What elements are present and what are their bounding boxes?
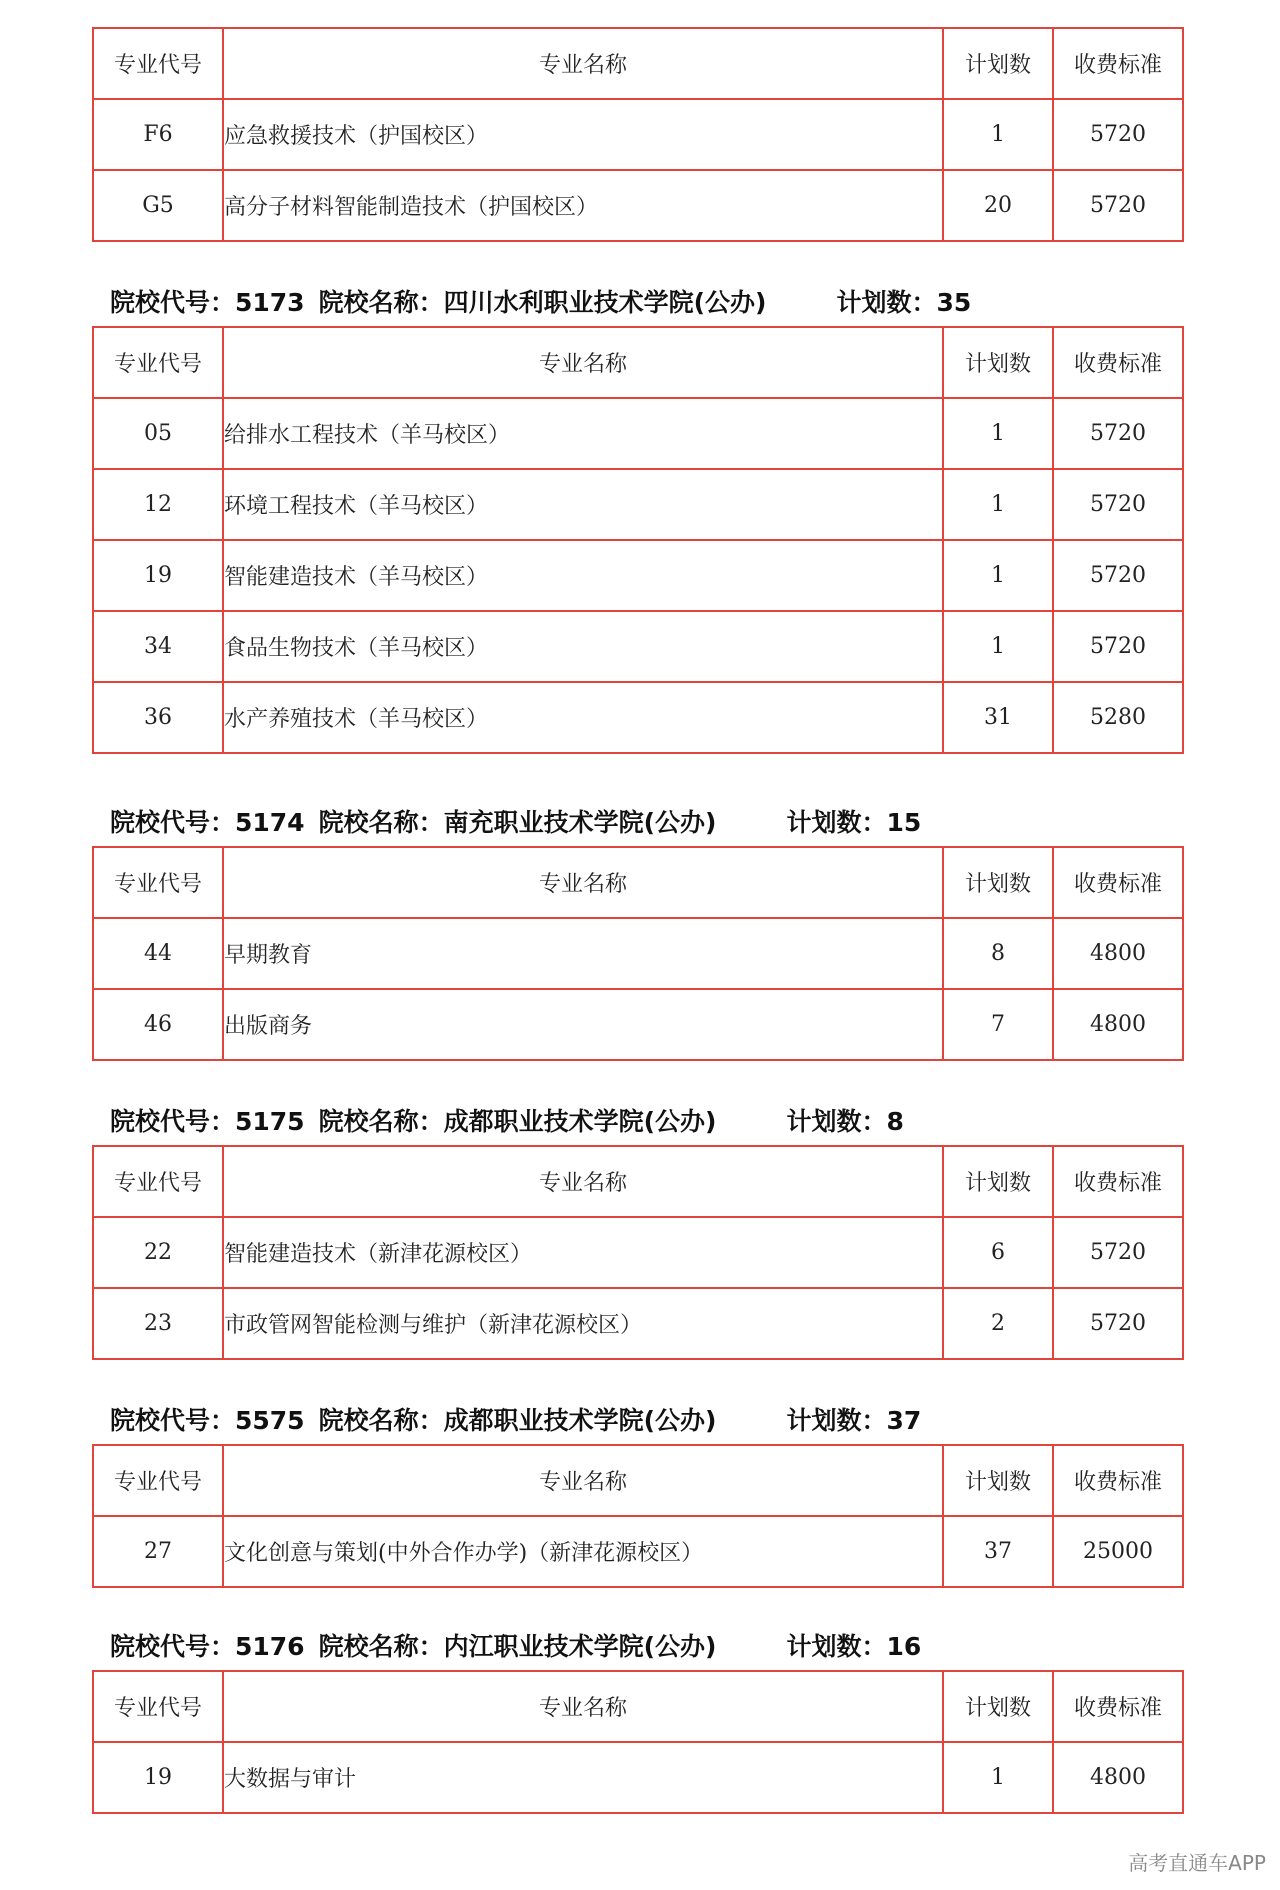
table-row: [93, 611, 1183, 682]
major-name: 高分子材料智能制造技术（护国校区）: [223, 170, 943, 241]
major-plan: 7: [943, 989, 1053, 1060]
major-plan: 2: [943, 1288, 1053, 1359]
major-name: 文化创意与策划(中外合作办学)（新津花源校区）: [223, 1516, 943, 1587]
header-plan: 计划数: [943, 1671, 1053, 1742]
major-plan: 1: [943, 1742, 1053, 1813]
major-fee: 5720: [1053, 540, 1183, 611]
major-plan: 1: [943, 99, 1053, 170]
header-plan: 计划数: [943, 1146, 1053, 1217]
header-plan: 计划数: [943, 327, 1053, 398]
table-header-row: [93, 327, 1183, 398]
header-fee: 收费标准: [1053, 327, 1183, 398]
major-fee: 5720: [1053, 170, 1183, 241]
header-code: 专业代号: [93, 1671, 223, 1742]
table-row: [93, 1742, 1183, 1813]
school-plan: 计划数：35: [836, 288, 972, 317]
header-plan: 计划数: [943, 28, 1053, 99]
header-fee: 收费标准: [1053, 1671, 1183, 1742]
major-fee: 25000: [1053, 1516, 1183, 1587]
header-name: 专业名称: [223, 847, 943, 918]
major-fee: 5720: [1053, 398, 1183, 469]
table-row: [93, 398, 1183, 469]
table-row: [93, 540, 1183, 611]
header-name: 专业名称: [223, 1146, 943, 1217]
school-plan: 计划数：16: [786, 1632, 922, 1661]
table-row: [93, 99, 1183, 170]
header-name: 专业名称: [223, 327, 943, 398]
school-name: 院校名称：内江职业技术学院(公办): [318, 1632, 717, 1661]
major-name: 大数据与审计: [223, 1742, 943, 1813]
school-heading: [110, 805, 921, 841]
major-code: 05: [93, 398, 223, 469]
school-heading: [110, 1629, 921, 1665]
table-header-row: [93, 28, 1183, 99]
major-plan: 37: [943, 1516, 1053, 1587]
header-fee: 收费标准: [1053, 847, 1183, 918]
header-code: 专业代号: [93, 847, 223, 918]
major-fee: 5720: [1053, 469, 1183, 540]
school-code: 院校代号：5176: [110, 1632, 305, 1661]
header-name: 专业名称: [223, 1671, 943, 1742]
major-name: 环境工程技术（羊马校区）: [223, 469, 943, 540]
major-plan: 20: [943, 170, 1053, 241]
major-plan: 1: [943, 540, 1053, 611]
header-name: 专业名称: [223, 28, 943, 99]
major-code: 19: [93, 540, 223, 611]
major-code: 27: [93, 1516, 223, 1587]
school-heading: [110, 1403, 921, 1439]
major-plan: 1: [943, 469, 1053, 540]
school-code: 院校代号：5173: [110, 288, 305, 317]
major-table: [92, 1670, 1184, 1814]
major-code: 23: [93, 1288, 223, 1359]
major-plan: 8: [943, 918, 1053, 989]
school-plan: 计划数：37: [786, 1406, 922, 1435]
header-code: 专业代号: [93, 1146, 223, 1217]
header-fee: 收费标准: [1053, 1445, 1183, 1516]
major-code: 34: [93, 611, 223, 682]
major-name: 应急救援技术（护国校区）: [223, 99, 943, 170]
school-name: 院校名称：成都职业技术学院(公办): [318, 1107, 717, 1136]
major-code: F6: [93, 99, 223, 170]
school-code: 院校代号：5174: [110, 808, 305, 837]
table-row: [93, 170, 1183, 241]
major-name: 出版商务: [223, 989, 943, 1060]
major-fee: 5720: [1053, 99, 1183, 170]
table-header-row: [93, 1671, 1183, 1742]
major-table: [92, 1145, 1184, 1360]
major-name: 智能建造技术（羊马校区）: [223, 540, 943, 611]
major-fee: 5720: [1053, 1288, 1183, 1359]
major-code: 19: [93, 1742, 223, 1813]
school-plan: 计划数：15: [786, 808, 922, 837]
table-row: [93, 918, 1183, 989]
school-name: 院校名称：四川水利职业技术学院(公办): [318, 288, 767, 317]
header-code: 专业代号: [93, 28, 223, 99]
major-fee: 5720: [1053, 611, 1183, 682]
school-code: 院校代号：5575: [110, 1406, 305, 1435]
header-name: 专业名称: [223, 1445, 943, 1516]
major-code: 36: [93, 682, 223, 753]
major-name: 市政管网智能检测与维护（新津花源校区）: [223, 1288, 943, 1359]
major-name: 水产养殖技术（羊马校区）: [223, 682, 943, 753]
major-table: [92, 846, 1184, 1061]
header-code: 专业代号: [93, 327, 223, 398]
major-plan: 1: [943, 611, 1053, 682]
table-row: [93, 682, 1183, 753]
table-row: [93, 989, 1183, 1060]
table-row: [93, 1516, 1183, 1587]
major-plan: 1: [943, 398, 1053, 469]
major-plan: 6: [943, 1217, 1053, 1288]
school-heading: [110, 285, 971, 321]
major-table: [92, 27, 1184, 242]
header-code: 专业代号: [93, 1445, 223, 1516]
major-name: 智能建造技术（新津花源校区）: [223, 1217, 943, 1288]
table-header-row: [93, 1146, 1183, 1217]
school-name: 院校名称：南充职业技术学院(公办): [318, 808, 717, 837]
major-fee: 5280: [1053, 682, 1183, 753]
table-header-row: [93, 847, 1183, 918]
school-code: 院校代号：5175: [110, 1107, 305, 1136]
major-fee: 5720: [1053, 1217, 1183, 1288]
major-name: 给排水工程技术（羊马校区）: [223, 398, 943, 469]
major-code: 46: [93, 989, 223, 1060]
major-table: [92, 326, 1184, 754]
table-row: [93, 1288, 1183, 1359]
table-row: [93, 469, 1183, 540]
major-fee: 4800: [1053, 989, 1183, 1060]
major-code: G5: [93, 170, 223, 241]
header-fee: 收费标准: [1053, 28, 1183, 99]
watermark: 高考直通车APP: [1128, 1851, 1266, 1875]
school-name: 院校名称：成都职业技术学院(公办): [318, 1406, 717, 1435]
table-row: [93, 1217, 1183, 1288]
header-plan: 计划数: [943, 847, 1053, 918]
school-heading: [110, 1104, 904, 1140]
major-name: 食品生物技术（羊马校区）: [223, 611, 943, 682]
major-name: 早期教育: [223, 918, 943, 989]
header-fee: 收费标准: [1053, 1146, 1183, 1217]
major-fee: 4800: [1053, 1742, 1183, 1813]
major-table: [92, 1444, 1184, 1588]
major-code: 22: [93, 1217, 223, 1288]
major-fee: 4800: [1053, 918, 1183, 989]
header-plan: 计划数: [943, 1445, 1053, 1516]
major-plan: 31: [943, 682, 1053, 753]
major-code: 44: [93, 918, 223, 989]
major-code: 12: [93, 469, 223, 540]
school-plan: 计划数：8: [786, 1107, 904, 1136]
table-header-row: [93, 1445, 1183, 1516]
